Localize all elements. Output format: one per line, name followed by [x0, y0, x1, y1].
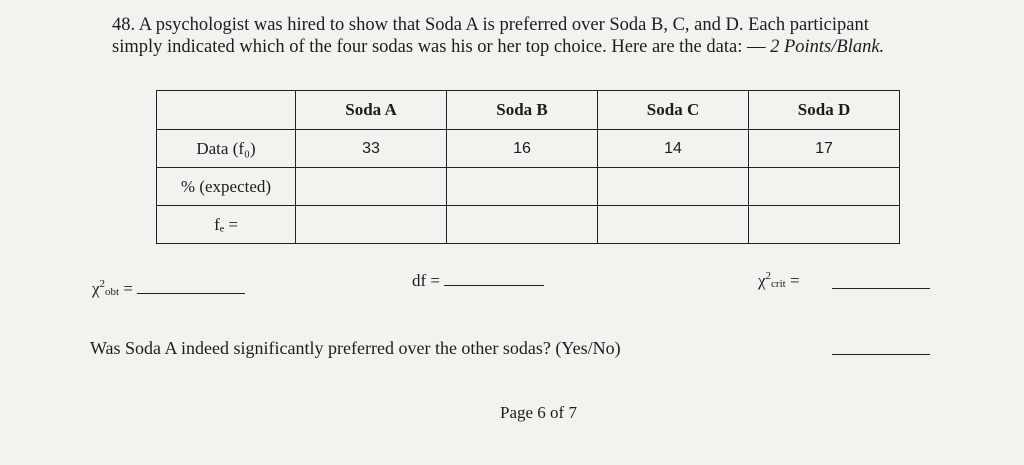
answer-cell[interactable] — [749, 206, 900, 244]
answer-cell[interactable] — [296, 168, 447, 206]
answer-cell[interactable] — [296, 206, 447, 244]
question-text — [112, 14, 972, 58]
significance-question — [90, 338, 621, 359]
df-field — [412, 271, 544, 291]
question-line-2: simply indicated which of the four sodas was his or her top choice. Here are the data: — — [112, 37, 766, 57]
chi-symbol: χ — [758, 271, 766, 290]
answer-cell[interactable] — [749, 168, 900, 206]
column-header: Soda C — [598, 91, 749, 130]
observed-cell: 16 — [447, 130, 598, 168]
question-number: 48. — [112, 15, 136, 35]
answer-cell[interactable] — [598, 206, 749, 244]
soda-data-table — [156, 90, 900, 244]
chi-critical-blank[interactable] — [832, 272, 930, 289]
table-header-row — [157, 91, 900, 130]
table-corner-cell — [157, 91, 296, 130]
column-header: Soda B — [447, 91, 598, 130]
df-blank[interactable] — [444, 285, 544, 286]
df-label: df = — [412, 271, 440, 290]
table-row-expected-frequency — [157, 206, 900, 244]
significance-question-text: Was Soda A indeed significantly preferred over the other sodas? (Yes/No) — [90, 338, 621, 358]
superscript: 2 — [765, 270, 772, 282]
chi-obtained-field — [92, 278, 245, 299]
table-row-observed — [157, 130, 900, 168]
observed-cell: 17 — [749, 130, 900, 168]
subscript: crit — [771, 278, 786, 290]
equals-sign: = — [123, 279, 133, 298]
question-line-1: A psychologist was hired to show that Soda A is preferred over Soda B, C, and D. Each participant — [138, 15, 869, 35]
row-label: Data (f₀) — [157, 130, 296, 168]
equals-sign: = — [789, 271, 800, 290]
chi-symbol: χ — [92, 279, 100, 298]
significance-answer-blank[interactable] — [832, 338, 930, 355]
table-row-percent-expected — [157, 168, 900, 206]
answer-cell[interactable] — [447, 206, 598, 244]
chi-critical-field — [758, 270, 800, 291]
points-note: 2 Points/Blank. — [770, 37, 885, 57]
superscript: 2 — [99, 278, 106, 290]
page-number: Page 6 of 7 — [500, 403, 577, 422]
observed-cell: 33 — [296, 130, 447, 168]
row-label: % (expected) — [157, 168, 296, 206]
chi-obtained-blank[interactable] — [137, 293, 245, 294]
row-label: fₑ = — [157, 206, 296, 244]
answer-cell[interactable] — [598, 168, 749, 206]
observed-cell: 14 — [598, 130, 749, 168]
column-header: Soda D — [749, 91, 900, 130]
answer-cell[interactable] — [447, 168, 598, 206]
column-header: Soda A — [296, 91, 447, 130]
subscript: obt — [105, 286, 120, 298]
